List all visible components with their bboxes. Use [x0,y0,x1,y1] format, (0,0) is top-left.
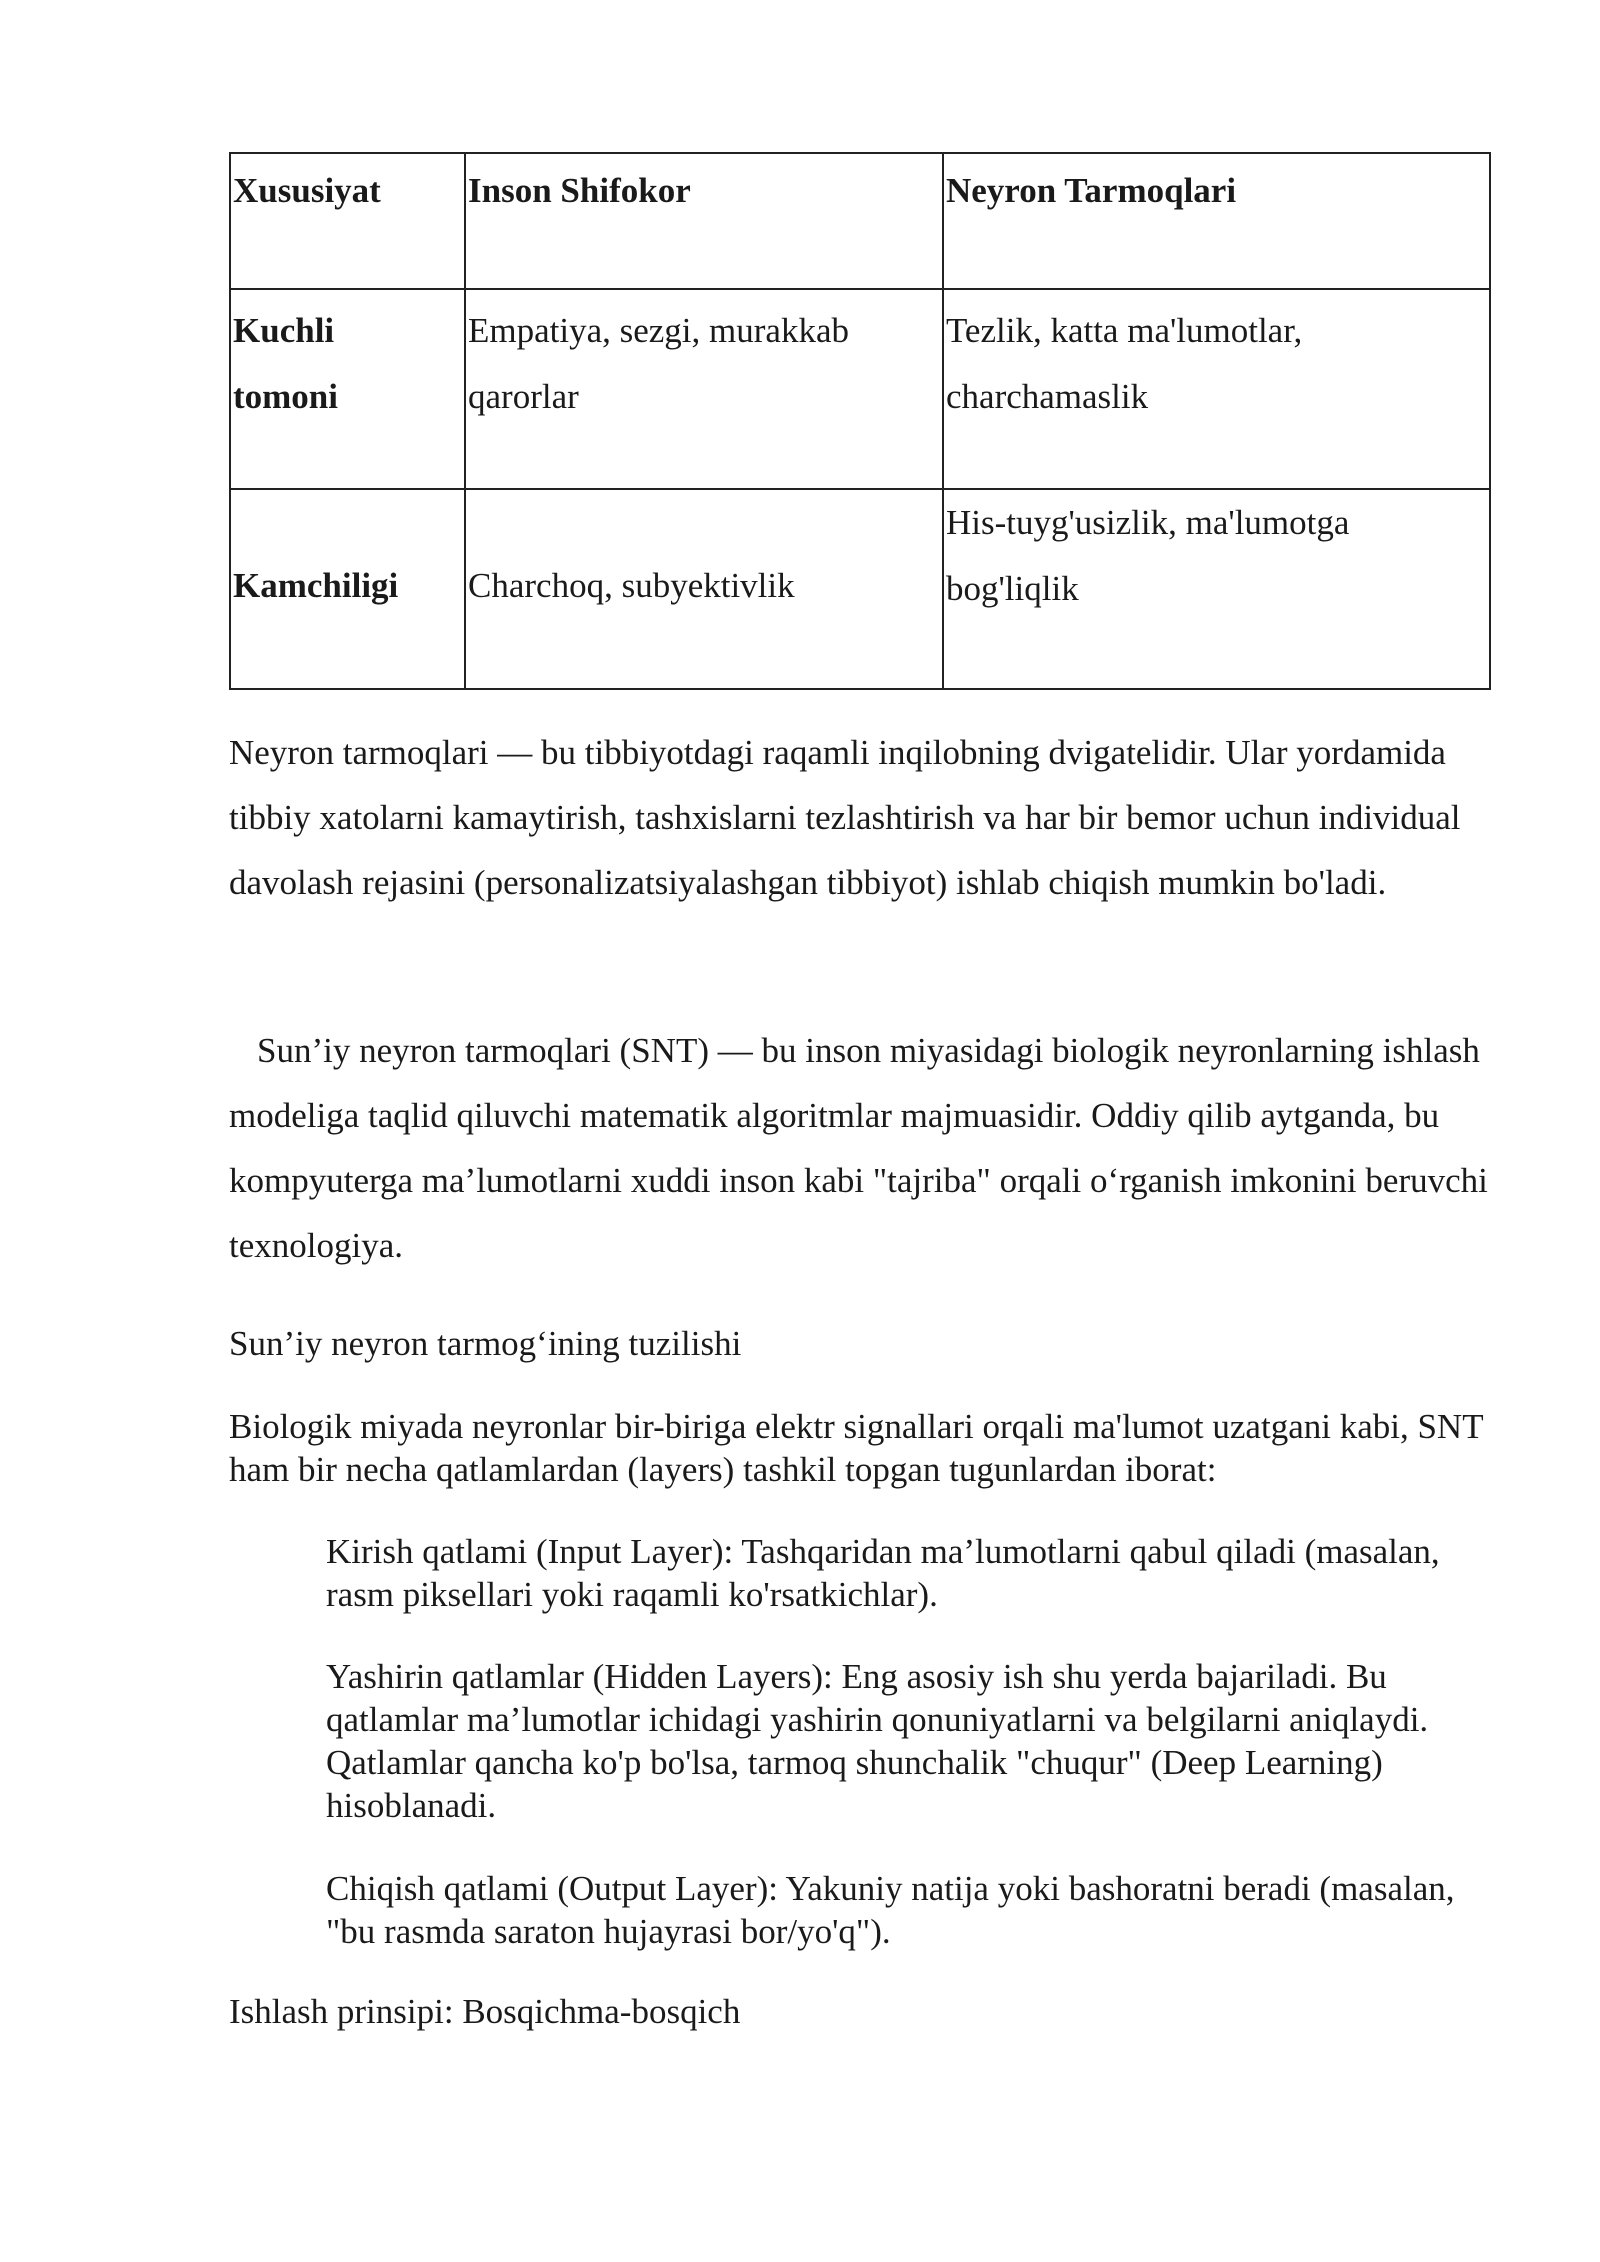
list-item-hidden-layers: Yashirin qatlamlar (Hidden Layers): Eng asosiy ish shu yerda bajariladi. Bu qatlamlar ma’lumotlar ichidagi yashirin qonuniyatlarni va belgilarni aniqlaydi. Qatlamlar qancha ko'p bo'lsa, tarmoq shunchalik "chuqur" (Deep Learning) hisoblanadi. [326,1657,1429,1825]
structure-heading: Sun’iy neyron tarmog‘ining tuzilishi [229,1324,742,1363]
snt-definition-text: Sun’iy neyron tarmoqlari (SNT) — bu inson miyasidagi biologik neyronlarning ishlash modeliga taqlid qiluvchi matematik algoritmlar majmuasidir. Oddiy qilib aytganda, bu kompyuterga ma’lumotlarni xuddi inson kabi "tajriba" orqali o‘rganish imkonini beruvchi texnologiya. [229,1031,1488,1265]
comparison-table [229,152,1491,690]
intro-paragraph: Neyron tarmoqlari — bu tibbiyotdagi raqamli inqilobning dvigatelidir. Ular yordamida tibbiy xatolarni kamaytirish, tashxislarni tezlashtirish va har bir bemor uchun individual davolash rejasini (personalizatsiyalashgan tibbiyot) ishlab chiqish mumkin bo'ladi. [229,733,1461,902]
cell-human-weaknesses: Charchoq, subyektivlik [465,489,943,689]
list-item-input-layer: Kirish qatlami (Input Layer): Tashqaridan ma’lumotlarni qabul qiladi (masalan, rasm piksellari yoki raqamli ko'rsatkichlar). [326,1532,1440,1614]
principle-paragraph: Ishlash prinsipi: Bosqichma-bosqich [229,1992,741,2031]
row-label-line: Kuchli [233,311,335,350]
biology-paragraph: Biologik miyada neyronlar bir-biriga elektr signallari orqali ma'lumot uzatgani kabi, SNT ham bir necha qatlamlardan (layers) tashkil topgan tugunlardan iborat: [229,1407,1483,1489]
header-cell-neural: Neyron Tarmoqlari [943,153,1490,289]
table-row [230,289,1490,489]
cell-human-strengths: Empatiya, sezgi, murakkab qarorlar [465,289,943,489]
cell-neural-strengths: Tezlik, katta ma'lumotlar, charchamaslik [943,289,1490,489]
snt-definition-paragraph [229,1018,1499,1278]
cell-neural-weaknesses: His-tuyg'usizlik, ma'lumotga bog'liqlik [943,489,1490,689]
list-item-output-layer: Chiqish qatlami (Output Layer): Yakuniy natija yoki bashoratni beradi (masalan, "bu rasmda saraton hujayrasi bor/yo'q"). [326,1869,1455,1951]
header-cell-feature: Xususiyat [230,153,465,289]
table-header-row [230,153,1490,289]
row-label-strengths [230,289,465,489]
header-cell-human: Inson Shifokor [465,153,943,289]
row-label-line: tomoni [233,377,338,416]
row-label-weaknesses: Kamchiligi [230,489,465,689]
table-row [230,489,1490,689]
